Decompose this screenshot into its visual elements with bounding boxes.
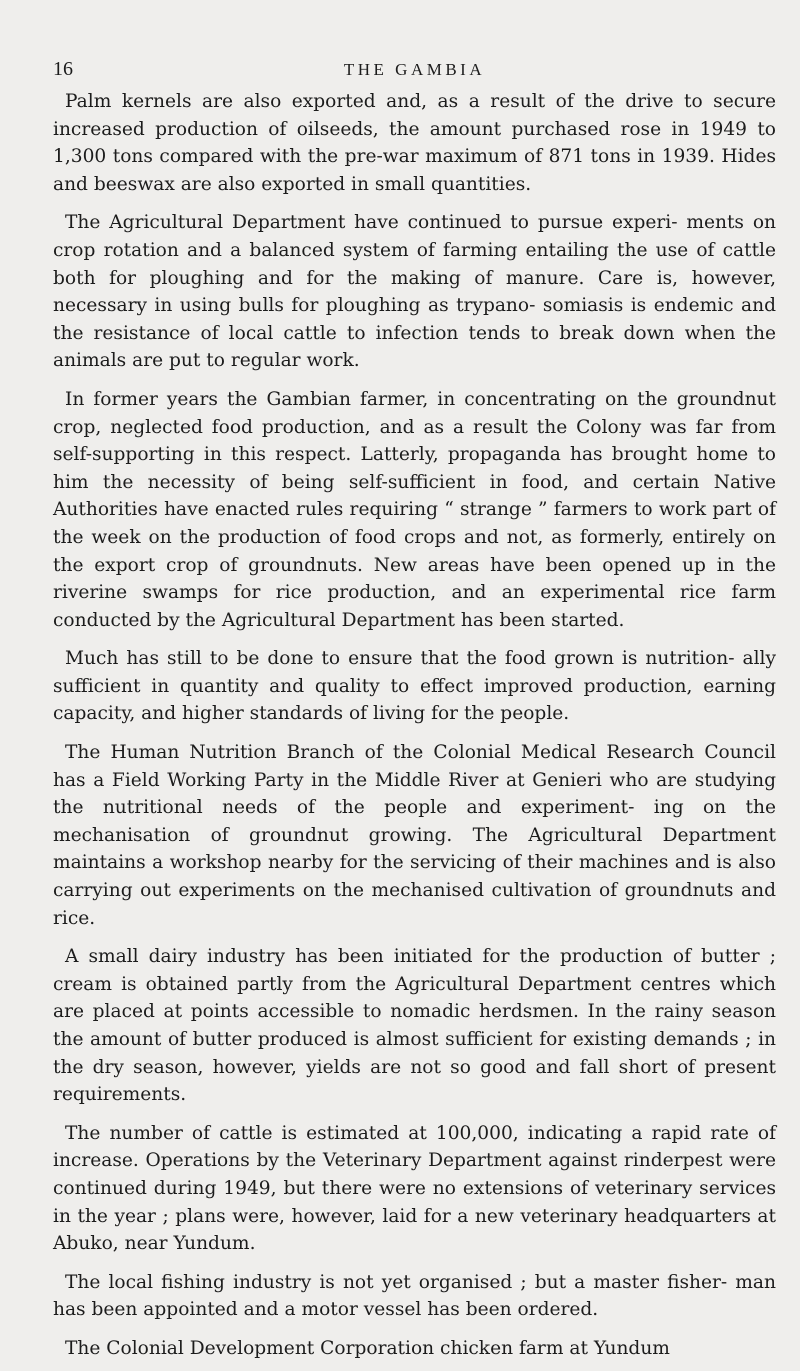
paragraph-agricultural-department: The Agricultural Department have continued to pursue experi- ments on crop rotation and a balanced system of farming entailing the use of cattle both for ploughing and for the making of manure. Care is, however, necessary in using bulls for ploughing as trypano- somiasis is endemic and the resistance of local cattle to infection tends to break down when the animals are put to regular work.	[53, 212, 776, 372]
paragraph-fishing-industry: The local fishing industry is not yet organised ; but a master fisher- man has been appointed and a motor vessel has been ordered.	[53, 1271, 776, 1321]
running-head: THE GAMBIA	[343, 60, 486, 79]
paragraph-cattle: The number of cattle is estimated at 100,000, indicating a rapid rate of increase. Operations by the Veterinary Department against rinderpest were continued during 1949, but there were no extensions of veterinary services in the year ; plans were, however, laid for a new veterinary headquarters at Abuko, near Yundum.	[53, 1122, 776, 1255]
page-number: 16	[53, 58, 73, 80]
paragraph-dairy-industry: A small dairy industry has been initiated for the production of butter ; cream is obtained partly from the Agricultural Department centres which are placed at points accessible to nomadic herdsmen. In the rainy season the amount of butter produced is almost sufficient for existing demands ; in the dry season, however, yields are not so good and fall short of present requirements.	[53, 946, 776, 1106]
paragraph-food-nutrition: Much has still to be done to ensure that the food grown is nutrition- ally sufficient in quantity and quality to effect improved production, earning capacity, and higher standards of living for the people.	[53, 648, 776, 725]
paragraph-gambian-farmer: In former years the Gambian farmer, in concentrating on the groundnut crop, neglected food production, and as a result the Colony was far from self-supporting in this respect. Latterly, propaganda has brought home to him the necessity of being self-sufficient in food, and certain Native Authorities have enacted rules requiring “ strange ” farmers to work part of the week on the production of food crops and not, as formerly, entirely on the export crop of groundnuts. New areas have been opened up in the riverine swamps for rice production, and an experimental rice farm conducted by the Agricultural Department has been started.	[53, 388, 776, 631]
body-text	[53, 88, 776, 1363]
page-header	[53, 48, 776, 88]
paragraph-palm-kernels: Palm kernels are also exported and, as a result of the drive to secure increased production of oilseeds, the amount purchased rose in 1949 to 1,300 tons compared with the pre-war maximum of 871 tons in 1939. Hides and beeswax are also exported in small quantities.	[53, 91, 776, 195]
paragraph-human-nutrition-branch: The Human Nutrition Branch of the Colonial Medical Research Council has a Field Working Party in the Middle River at Genieri who are studying the nutritional needs of the people and experiment- ing on the mechanisation of groundnut growing. The Agricultural Department maintains a workshop nearby for the servicing of their machines and is also carrying out experiments on the mechanised cultivation of groundnuts and rice.	[53, 742, 776, 929]
paragraph-chicken-farm: The Colonial Development Corporation chicken farm at Yundum	[65, 1337, 670, 1359]
